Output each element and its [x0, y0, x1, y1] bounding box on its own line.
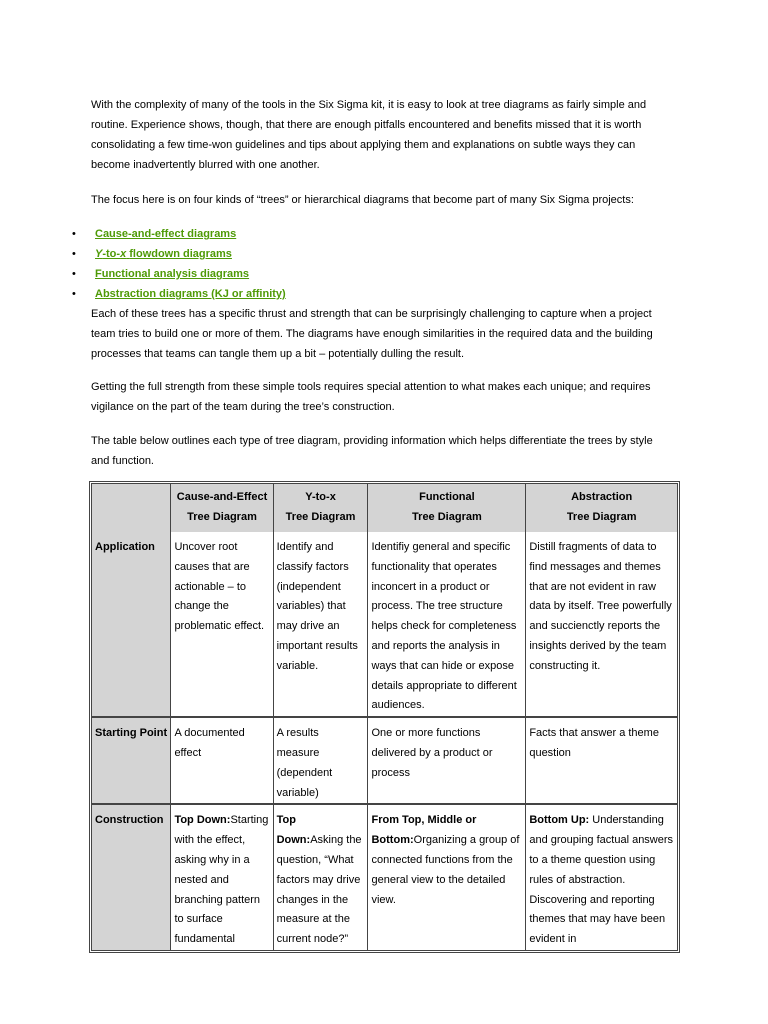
to-label: -to-: [102, 248, 121, 260]
cell-text: Understanding and grouping factual answers to a theme question using rules of abstraction. Discovering and reporting themes that may have been evident in: [529, 814, 674, 946]
tree-diagram-comparison-table: [89, 481, 680, 953]
cell-application-functional: Identifiy general and specific functionality that operates inconcert in a product or process. The tree structure helps check for completeness and reports the analysis in ways that can hide or expose details appropriate to different audiences.: [368, 532, 526, 718]
bullet-icon: •: [72, 248, 76, 260]
header-line-1: Y-to-x: [305, 491, 336, 504]
table-header-row: [92, 484, 677, 532]
table-row: [92, 718, 677, 805]
header-functional: [368, 484, 526, 532]
bullet-icon: •: [72, 228, 76, 240]
header-line-1: Functional: [419, 491, 475, 504]
header-abstraction: [526, 484, 677, 532]
body-paragraph-3: The table below outlines each type of tree diagram, providing information which helps differentiate the trees by style and function.: [91, 435, 653, 467]
header-line-2: Tree Diagram: [412, 511, 482, 523]
cell-text: Asking the question, “What factors may drive changes in the measure at the current node?”: [276, 834, 362, 946]
cell-starting-ytox: A results measure (dependent variable): [274, 718, 369, 805]
header-line-2: Tree Diagram: [285, 511, 356, 523]
bullet-icon: •: [72, 288, 76, 300]
table-row: [92, 805, 677, 950]
tree-types-list: [0, 224, 700, 304]
cell-starting-abstraction: Facts that answer a theme question: [526, 718, 677, 805]
cell-starting-cause: A documented effect: [171, 718, 273, 805]
header-line-2: Tree Diagram: [566, 511, 637, 523]
row-label-construction: Construction: [92, 805, 171, 950]
abstraction-diagrams-link[interactable]: Abstraction diagrams (KJ or affinity): [95, 288, 286, 300]
cell-construction-abstraction: [526, 805, 677, 950]
bullet-icon: •: [72, 268, 76, 280]
cell-construction-ytox: [274, 805, 369, 950]
body-paragraph-2: Getting the full strength from these simple tools requires special attention to what makes each unique; and requires vigilance on the part of the team during the tree’s construction.: [91, 381, 651, 413]
list-item: [0, 224, 700, 244]
y-to-x-flowdown-link[interactable]: [95, 244, 232, 264]
header-cause-and-effect: [171, 484, 273, 532]
cell-application-abstraction: Distill fragments of data to find messages and themes that are not evident in raw data by itself. Tree powerfully and succienctly reports the insights derived by the team constructing it.: [526, 532, 677, 718]
list-item: [0, 284, 700, 304]
cell-bold-label: From Top, Middle or Bottom:: [371, 814, 477, 847]
y-label: Y: [95, 248, 103, 260]
row-label-starting-point: Starting Point: [92, 718, 171, 805]
cell-bold-label: Top Down:: [174, 814, 231, 827]
header-y-to-x: [274, 484, 369, 532]
cell-application-cause: Uncover root causes that are actionable – to change the problematic effect.: [171, 532, 273, 718]
list-item: [0, 244, 700, 264]
row-label-application: Application: [92, 532, 171, 718]
list-item: [0, 264, 700, 284]
cell-text: Organizing a group of connected functions from the general view to the detailed view.: [371, 834, 520, 906]
cause-and-effect-link[interactable]: Cause-and-effect diagrams: [95, 228, 237, 240]
cell-text: Starting with the effect, asking why in a nested and branching pattern to surface fundamental: [174, 814, 269, 946]
body-paragraph-1: Each of these trees has a specific thrust and strength that can be surprisingly challenging to capture when a project team tries to build one or more of them. The diagrams have enough similarities in the required data and the building processes that teams can tangle them up a bit – potentially dulling the result.: [91, 308, 653, 360]
header-line-1: Cause-and-Effect: [176, 491, 268, 504]
cell-construction-cause: [171, 805, 273, 950]
header-line-1: Abstraction: [571, 491, 633, 504]
intro-paragraph-2: The focus here is on four kinds of “trees” or hierarchical diagrams that become part of many Six Sigma projects:: [91, 194, 634, 206]
x-label: x: [120, 248, 127, 260]
cell-application-ytox: Identify and classify factors (independent variables) that may drive an important results variable.: [274, 532, 369, 718]
header-corner-cell: [92, 484, 171, 532]
cell-bold-label: Bottom Up:: [529, 814, 590, 827]
functional-analysis-link[interactable]: Functional analysis diagrams: [95, 268, 250, 280]
cell-bold-label: Top Down:: [276, 814, 311, 847]
cell-construction-functional: [368, 805, 526, 950]
flowdown-label: flowdown diagrams: [129, 248, 232, 260]
header-line-2: Tree Diagram: [187, 511, 257, 523]
table-row: [92, 532, 677, 718]
cell-starting-functional: One or more functions delivered by a product or process: [368, 718, 526, 805]
intro-paragraph-1: With the complexity of many of the tools in the Six Sigma kit, it is easy to look at tree diagrams as fairly simple and routine. Experience shows, though, that there are enough pitfalls encountered and benefits missed that it is worth consolidating a few time-won guidelines and tips about applying them and explanations on subtle ways they can become inadvertently blurred with one another.: [91, 99, 647, 171]
